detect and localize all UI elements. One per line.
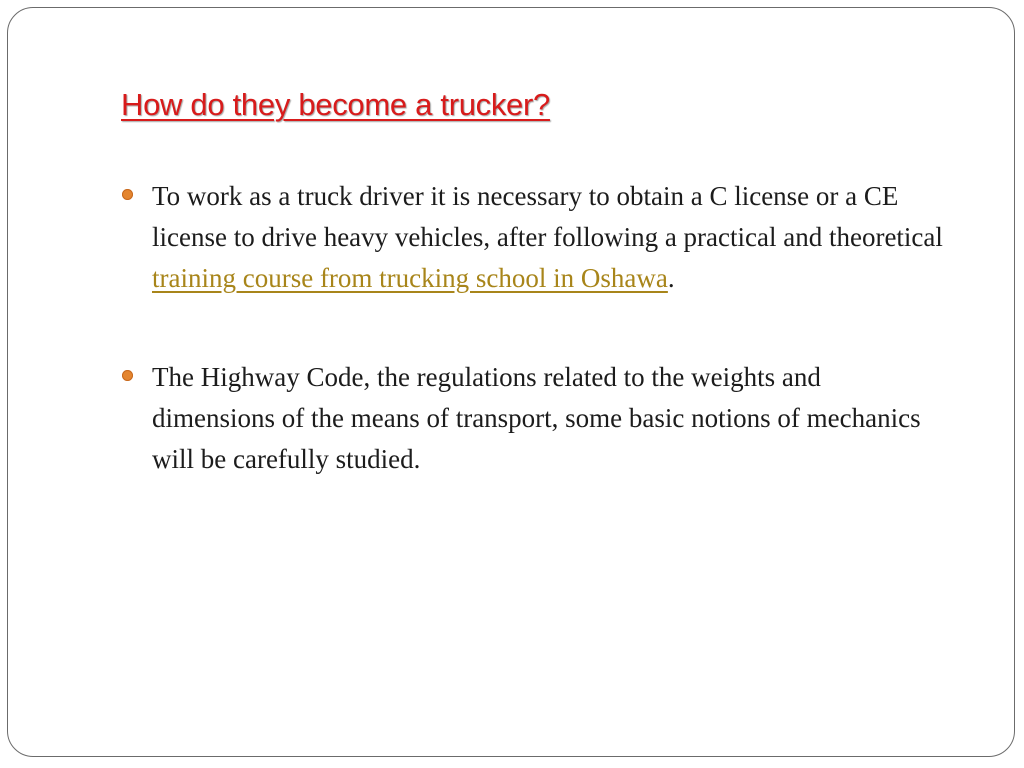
slide [7, 7, 1015, 757]
bullet-item-license [120, 176, 950, 299]
bullet-item-highway-code [120, 357, 950, 480]
bullet-marker-icon [122, 370, 133, 381]
bullet-text-before-link: To work as a truck driver it is necessary to obtain a C license or a CE license to drive heavy vehicles, after following a practical and theoretical [152, 181, 943, 252]
bullet-list [120, 176, 950, 538]
bullet-text: The Highway Code, the regulations related to the weights and dimensions of the means of transport, some basic notions of mechanics will be carefully studied. [152, 362, 921, 474]
bullet-text-after-link: . [667, 263, 675, 293]
slide-title: How do they become a trucker? [121, 87, 550, 122]
bullet-marker-icon [122, 189, 133, 200]
trucking-school-link[interactable]: training course from trucking school in Oshawa [152, 263, 668, 293]
